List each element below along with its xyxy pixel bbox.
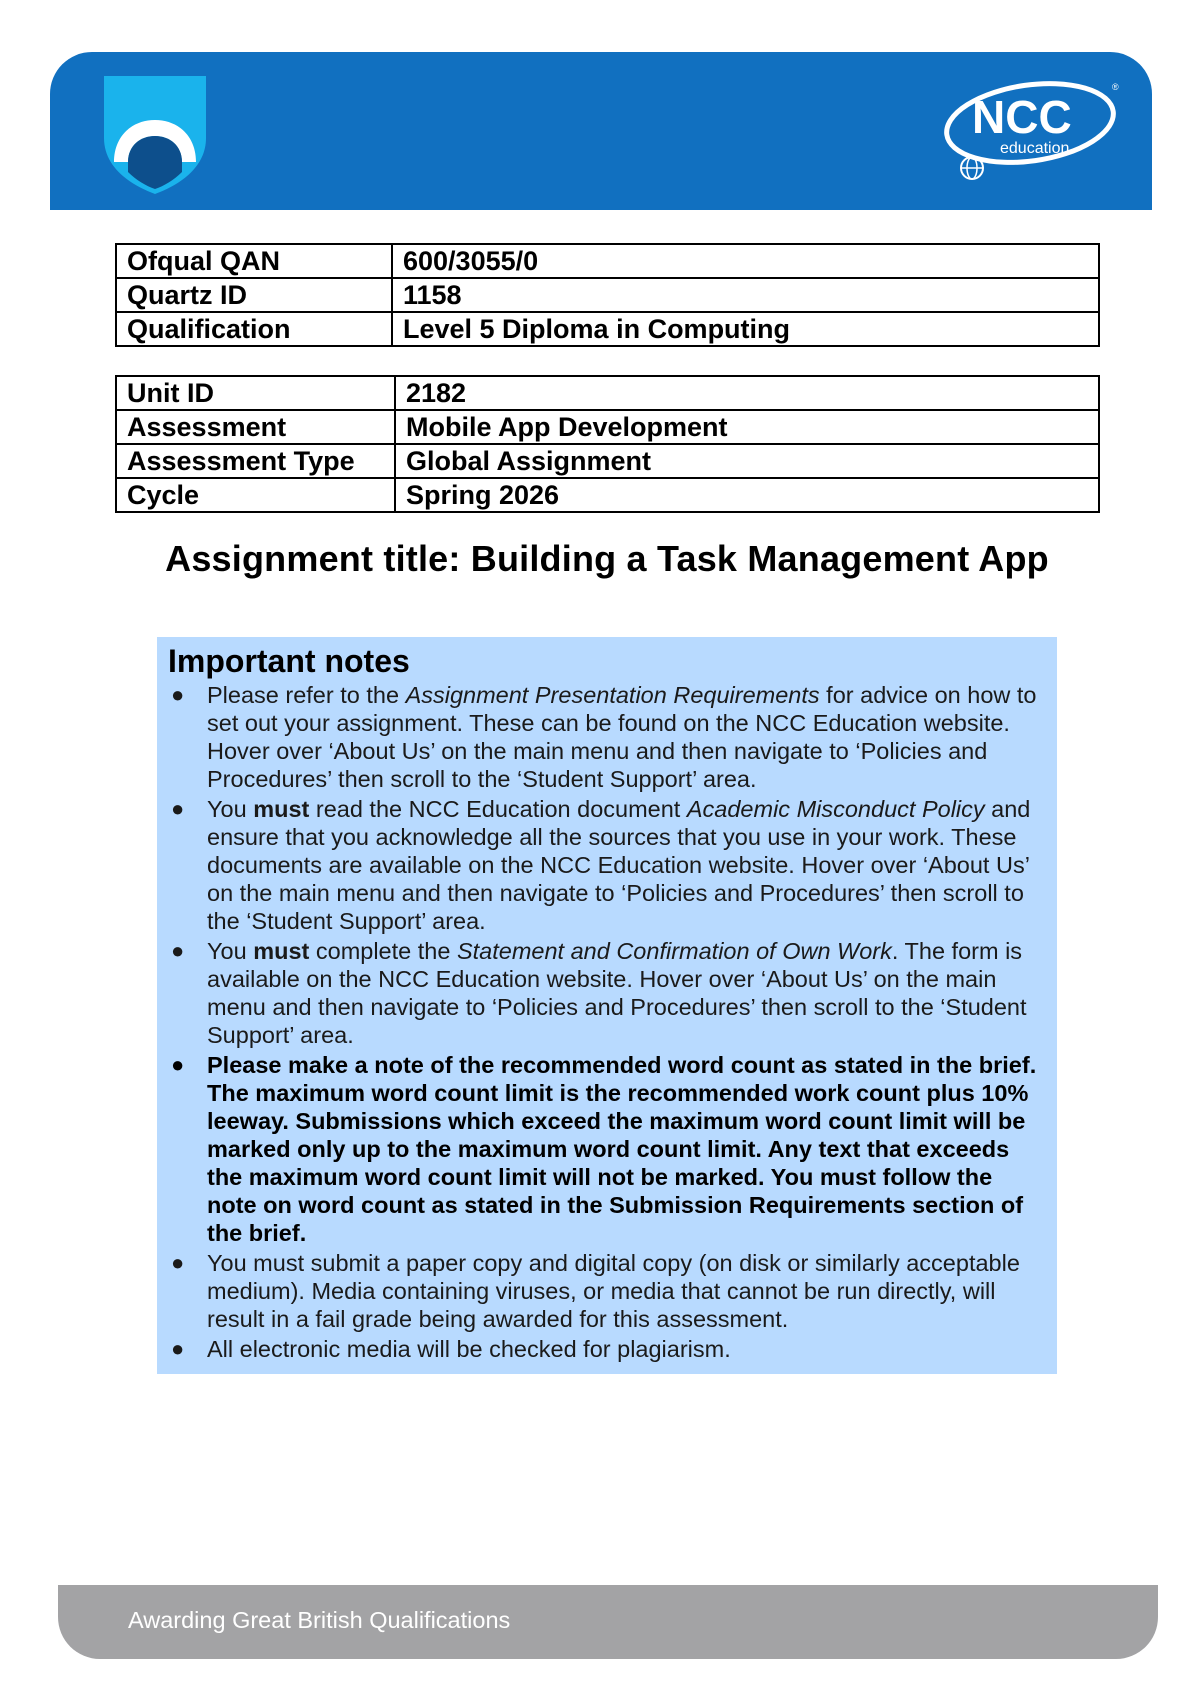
table-row xyxy=(116,244,1099,278)
bullet-icon: ● xyxy=(171,682,185,707)
assessment-table xyxy=(115,375,1100,513)
table-row xyxy=(116,444,1099,478)
bullet-icon: ● xyxy=(171,1250,185,1275)
bullet-icon: ● xyxy=(171,1052,185,1077)
table-key: Qualification xyxy=(116,312,392,346)
list-item: ● You must read the NCC Education document Academic Misconduct Policy and ensure that you acknowledge all the sources that you use in your work. These documents are available on the NCC Education website. Hover over ‘About Us’ on the main menu and then navigate to ‘Policies and Procedures’ then scroll to the ‘Student Support’ area. xyxy=(171,796,1031,934)
ncc-wordmark: NCC xyxy=(972,91,1072,143)
important-notes-box xyxy=(157,637,1057,1374)
bullet-icon: ● xyxy=(171,796,185,821)
table-value: Mobile App Development xyxy=(395,410,1099,444)
ncc-education-logo xyxy=(938,78,1122,182)
bullet-icon: ● xyxy=(171,1336,185,1361)
table-key: Ofqual QAN xyxy=(116,244,392,278)
bullet-icon: ● xyxy=(171,938,185,963)
table-value: Level 5 Diploma in Computing xyxy=(392,312,1099,346)
table-row xyxy=(116,376,1099,410)
table-key: Quartz ID xyxy=(116,278,392,312)
table-value: Spring 2026 xyxy=(395,478,1099,512)
list-item: ● Please refer to the Assignment Presentation Requirements for advice on how to set out your assignment. These can be found on the NCC Education website. Hover over ‘About Us’ on the main menu and then navigate to ‘Policies and Procedures’ then scroll to the ‘Student Support’ area. xyxy=(171,682,1037,792)
qualification-table xyxy=(115,243,1100,347)
table-key: Assessment Type xyxy=(116,444,395,478)
education-wordmark: education xyxy=(1000,140,1070,157)
list-item: ● You must complete the Statement and Confirmation of Own Work. The form is available on the NCC Education website. Hover over ‘About Us’ on the main menu and then navigate to ‘Policies and Procedures’ then scroll to the ‘Student Support’ area. xyxy=(171,938,1027,1048)
list-item: ● You must submit a paper copy and digital copy (on disk or similarly acceptable medium). Media containing viruses, or media that cannot be run directly, will result in a fail grade being awarded for this assessment. xyxy=(171,1250,1020,1332)
list-item: ● Please make a note of the recommended word count as stated in the brief. The maximum word count limit is the recommended work count plus 10% leeway. Submissions which exceed the maximum word count limit will be marked only up to the maximum word count limit. Any text that exceeds the maximum word count limit will not be marked. You must follow the note on word count as stated in the Submission Requirements section of the brief. xyxy=(171,1052,1037,1246)
footer-tagline: Awarding Great British Qualifications xyxy=(128,1607,511,1633)
notes-heading: Important notes xyxy=(168,643,410,679)
shield-logo xyxy=(104,76,206,194)
table-value: 1158 xyxy=(392,278,1099,312)
table-key: Assessment xyxy=(116,410,395,444)
table-row xyxy=(116,312,1099,346)
footer-banner xyxy=(58,1585,1158,1659)
assignment-title: Assignment title: Building a Task Management App xyxy=(165,538,1049,579)
table-key: Unit ID xyxy=(116,376,395,410)
table-key: Cycle xyxy=(116,478,395,512)
table-row xyxy=(116,478,1099,512)
table-row xyxy=(116,410,1099,444)
notes-list xyxy=(168,681,1045,1363)
registered-mark: ® xyxy=(1112,82,1119,92)
table-row xyxy=(116,278,1099,312)
table-value: Global Assignment xyxy=(395,444,1099,478)
table-value: 600/3055/0 xyxy=(392,244,1099,278)
list-item: ● All electronic media will be checked for plagiarism. xyxy=(171,1336,731,1362)
table-value: 2182 xyxy=(395,376,1099,410)
